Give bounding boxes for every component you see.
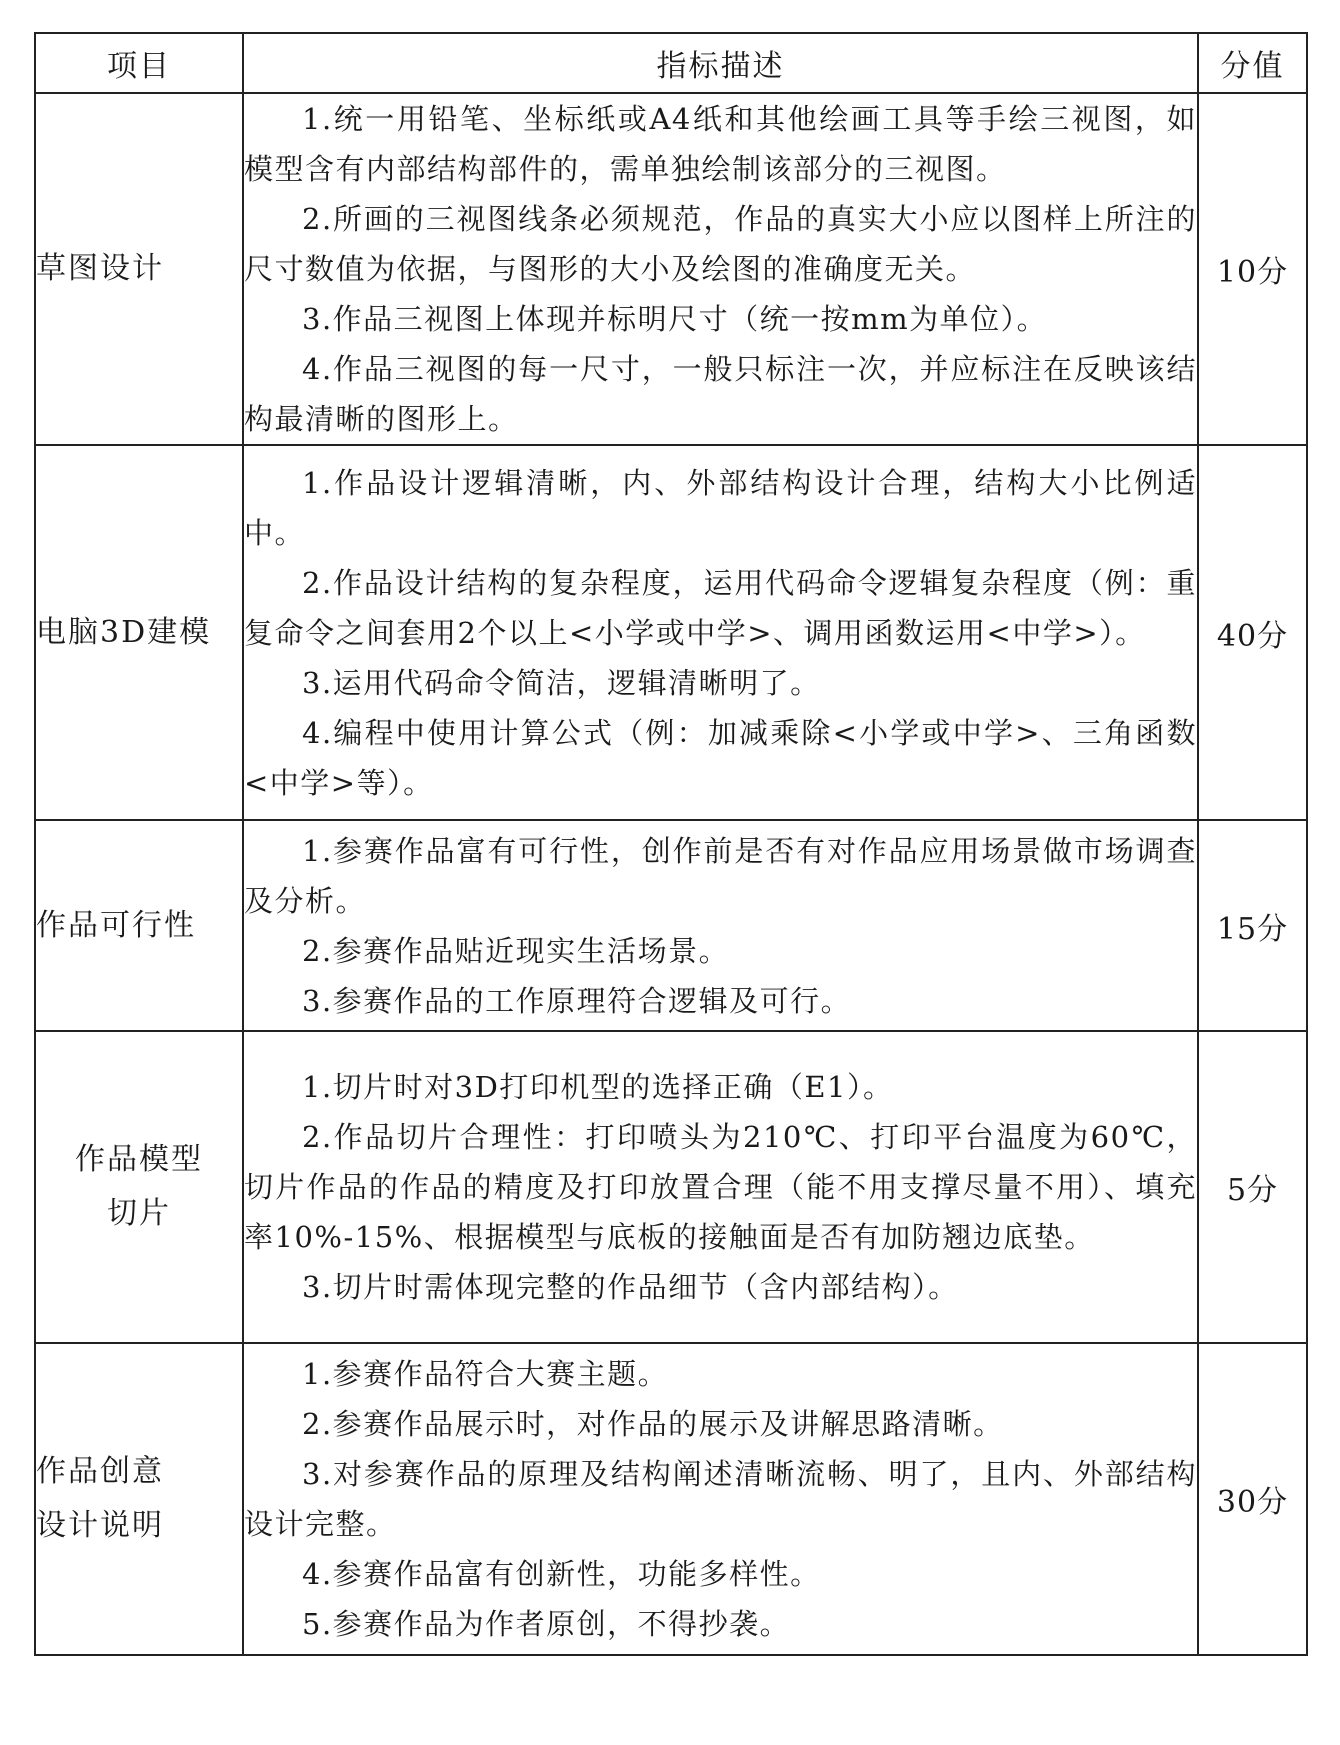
criterion-text: 5.参赛作品为作者原创，不得抄袭。 [302,1607,791,1641]
criterion-text: 2.作品切片合理性：打印喷头为210℃、打印平台温度为60℃，切片作品的作品的精度及打印放置合理（能不用支撑尽量不用）、填充率10%-15%、根据模型与底板的接触面是否有加防翘边底垫。 [244,1120,1197,1254]
row-criteria [243,820,1198,1031]
criterion-text: 1.作品设计逻辑清晰，内、外部结构设计合理，结构大小比例适中。 [244,465,1197,550]
row-item-label [35,1031,243,1343]
table-row [35,820,1307,1031]
table-row [35,1343,1307,1655]
row-item-label-line: 切片 [107,1196,171,1231]
criterion-text: 1.切片时对3D打印机型的选择正确（E1）。 [302,1070,894,1104]
row-score: 15分 [1198,820,1307,1031]
row-score: 30分 [1198,1343,1307,1655]
table-row [35,93,1307,445]
table-row [35,1031,1307,1343]
scoring-table [34,32,1308,1656]
row-score: 10分 [1198,93,1307,445]
row-item-label-line: 作品模型 [75,1142,203,1177]
table-row [35,445,1307,820]
criterion-text: 3.作品三视图上体现并标明尺寸（统一按mm为单位）。 [302,302,1048,336]
criterion-text: 1.参赛作品符合大赛主题。 [302,1357,669,1391]
row-score: 5分 [1198,1031,1307,1343]
criterion-text: 3.切片时需体现完整的作品细节（含内部结构）。 [302,1270,959,1304]
row-item-label: 作品可行性 [35,820,243,1031]
table-header-row [35,33,1307,93]
row-criteria [243,445,1198,820]
row-criteria [243,1031,1198,1343]
row-item-label: 电脑3D建模 [35,445,243,820]
criterion-text: 2.参赛作品展示时，对作品的展示及讲解思路清晰。 [302,1407,1004,1441]
row-item-label-line: 设计说明 [36,1508,164,1543]
header-description: 指标描述 [243,33,1198,93]
criterion-text: 1.参赛作品富有可行性，创作前是否有对作品应用场景做市场调查及分析。 [244,833,1197,918]
criterion-text: 4.作品三视图的每一尺寸，一般只标注一次，并应标注在反映该结构最清晰的图形上。 [244,352,1197,436]
row-criteria [243,93,1198,445]
row-item-label [35,1343,243,1655]
criterion-text: 2.作品设计结构的复杂程度，运用代码命令逻辑复杂程度（例：重复命令之间套用2个以上<小学或中学>、调用函数运用<中学>）。 [244,565,1197,650]
row-item-label-line: 作品创意 [36,1454,164,1489]
criterion-text: 1.统一用铅笔、坐标纸或A4纸和其他绘画工具等手绘三视图，如模型含有内部结构部件的，需单独绘制该部分的三视图。 [244,102,1197,186]
row-criteria [243,1343,1198,1655]
criterion-text: 4.编程中使用计算公式（例：加减乘除<小学或中学>、三角函数<中学>等）。 [244,715,1197,800]
header-item: 项目 [35,33,243,93]
header-score: 分值 [1198,33,1307,93]
criterion-text: 2.所画的三视图线条必须规范，作品的真实大小应以图样上所注的尺寸数值为依据，与图形的大小及绘图的准确度无关。 [244,202,1197,286]
criterion-text: 4.参赛作品富有创新性，功能多样性。 [302,1557,821,1591]
criterion-text: 2.参赛作品贴近现实生活场景。 [302,933,730,968]
criterion-text: 3.对参赛作品的原理及结构阐述清晰流畅、明了，且内、外部结构设计完整。 [244,1457,1197,1541]
criterion-text: 3.参赛作品的工作原理符合逻辑及可行。 [302,983,852,1018]
row-score: 40分 [1198,445,1307,820]
criterion-text: 3.运用代码命令简洁，逻辑清晰明了。 [302,665,821,700]
row-item-label: 草图设计 [35,93,243,445]
